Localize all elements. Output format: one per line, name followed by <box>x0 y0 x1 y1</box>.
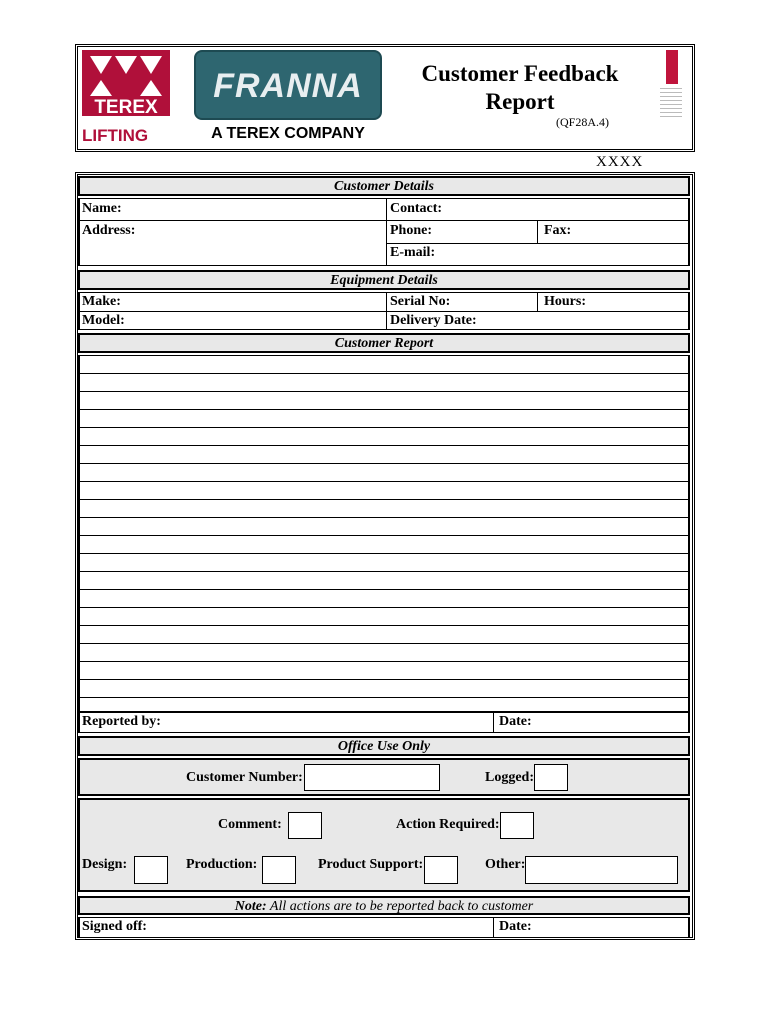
comment-label: Comment: <box>218 817 282 832</box>
page-title-line1: Customer Feedback <box>421 61 619 86</box>
signed-off-date-label: Date: <box>499 919 532 934</box>
serial-no-label: Serial No: <box>390 294 451 309</box>
logged-checkbox[interactable] <box>534 764 568 791</box>
design-checkbox[interactable] <box>134 856 168 884</box>
column-divider <box>493 917 494 938</box>
terex-logo-mark-icon <box>82 50 170 116</box>
action-required-label: Action Required: <box>396 817 500 832</box>
email-label: E-mail: <box>390 245 436 260</box>
column-divider <box>386 292 387 330</box>
other-label: Other: <box>485 857 526 872</box>
name-label: Name: <box>82 201 122 216</box>
note-text: All actions are to be reported back to customer <box>266 899 534 914</box>
product-support-label: Product Support: <box>318 857 424 872</box>
logged-label: Logged: <box>485 770 534 785</box>
tagline: A TEREX COMPANY <box>211 125 365 142</box>
reported-by-label: Reported by: <box>82 714 161 729</box>
column-divider <box>537 292 538 311</box>
franna-logo <box>194 50 382 120</box>
equipment-details-heading: Equipment Details <box>78 270 690 290</box>
customer-details-block <box>78 198 690 266</box>
note-bar <box>78 896 690 915</box>
address-label: Address: <box>82 223 136 238</box>
office-use-heading: Office Use Only <box>78 736 690 756</box>
reported-by-row <box>78 712 690 733</box>
customer-report-heading: Customer Report <box>78 333 690 353</box>
signed-off-label: Signed off: <box>82 919 147 934</box>
other-field[interactable] <box>525 856 678 884</box>
row-divider <box>386 243 690 244</box>
row-divider <box>78 220 690 221</box>
note-bold: Note: <box>234 899 267 914</box>
model-label: Model: <box>82 313 125 328</box>
signed-off-row <box>78 917 690 938</box>
form-code: (QF28A.4) <box>556 115 609 129</box>
fax-label: Fax: <box>544 223 572 238</box>
quality-badge <box>660 50 684 122</box>
production-checkbox[interactable] <box>262 856 296 884</box>
column-divider <box>493 712 494 733</box>
phone-label: Phone: <box>390 223 432 238</box>
quality-badge-mark-icon <box>666 50 678 84</box>
production-label: Production: <box>186 857 258 872</box>
design-label: Design: <box>82 857 128 872</box>
row-divider <box>78 311 690 312</box>
franna-logo-text: FRANNA <box>213 67 363 105</box>
column-divider <box>537 220 538 243</box>
column-divider <box>386 198 387 266</box>
svg-text:TEREX: TEREX <box>94 97 158 116</box>
contact-label: Contact: <box>390 201 443 216</box>
customer-report-area[interactable] <box>78 355 690 712</box>
customer-number-label: Customer Number: <box>186 770 303 785</box>
page-title <box>400 60 640 116</box>
terex-logo-lifting: LIFTING <box>82 126 149 145</box>
delivery-date-label: Delivery Date: <box>390 313 477 328</box>
customer-number-field[interactable] <box>304 764 440 791</box>
customer-details-heading: Customer Details <box>78 176 690 196</box>
quality-badge-text-icon <box>660 88 682 118</box>
comment-checkbox[interactable] <box>288 812 322 839</box>
page-title-line2: Report <box>485 89 555 114</box>
product-support-checkbox[interactable] <box>424 856 458 884</box>
action-required-checkbox[interactable] <box>500 812 534 839</box>
terex-logo <box>82 50 170 146</box>
report-date-label: Date: <box>499 714 532 729</box>
hours-label: Hours: <box>544 294 586 309</box>
make-label: Make: <box>82 294 121 309</box>
reference-number: XXXX <box>596 154 644 170</box>
